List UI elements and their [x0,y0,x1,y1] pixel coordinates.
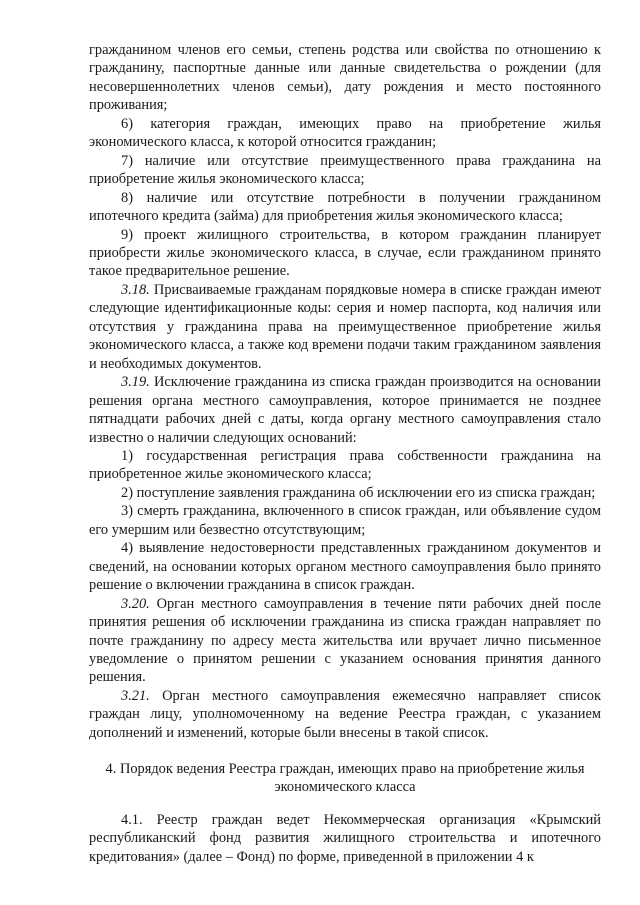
document-body [89,41,601,742]
paragraph-continuation: гражданином членов его семьи, степень родства или свойства по отношению к гражданину, паспортные данные или данные свидетельства о рождении (для несовершеннолетних членов семьи), дату рождения и место постоянного проживания; [89,42,601,114]
section-3-19 [89,373,601,447]
section-number: 3.20. [121,595,150,612]
list-item-6: 6) категория граждан, имеющих право на приобретение жилья экономического класса, к которой относится гражданин; [89,115,601,151]
section-text: Орган местного самоуправления ежемесячно направляет список граждан лицу, уполномоченному на ведение Реестра граждан, с указанием дополнений и изменений, которые были внесены в такой список. [89,687,601,741]
section-number: 3.18. [121,281,150,298]
section-4-body [89,811,601,866]
ground-item-1: 1) государственная регистрация права собственности гражданина на приобретенное жилье экономического класса; [89,447,601,483]
section-3-21 [89,687,601,742]
section-text: Присваиваемые гражданам порядковые номера в списке граждан имеют следующие идентификационные коды: серия и номер паспорта, код наличия или отсутствия у гражданина права на преимущественное приобретение жилья экономического класса, а также код времени подачи таким гражданином заявления и необходимых документов. [89,281,601,372]
section-3-18 [89,281,601,373]
list-item-8: 8) наличие или отсутствие потребности в получении гражданином ипотечного кредита (займа) для приобретения жилья экономического класса; [89,189,601,225]
section-text: Орган местного самоуправления в течение пяти рабочих дней после принятия решения об исключении гражданина из списка граждан направляет по почте гражданину по адресу места жительства или вручает лично письменное уведомление о принятом решении с указанием основания принятия данного решения. [89,595,601,686]
paragraph-4-1: 4.1. Реестр граждан ведет Некоммерческая организация «Крымский республиканский фонд развития жилищного строительства и ипотечного кредитования» (далее – Фонд) по форме, приведенной в приложении 4 к [89,812,601,865]
ground-item-2: 2) поступление заявления гражданина об исключении его из списка граждан; [121,484,596,501]
section-number: 3.19. [121,374,150,391]
section-number: 3.21. [121,687,150,704]
ground-item-4: 4) выявление недостоверности представленных гражданином документов и сведений, на основании которых органом местного самоуправления было принято решение о включении гражданина в список граждан. [89,540,601,594]
section-4-heading: 4. Порядок ведения Реестра граждан, имеющих право на приобретение жилья экономического класса [105,761,585,796]
list-item-9: 9) проект жилищного строительства, в котором гражданин планирует приобрести жилье экономического класса, в случае, если гражданином принято такое предварительное решение. [89,226,601,280]
list-item-7: 7) наличие или отсутствие преимущественного права гражданина на приобретение жилья экономического класса; [89,152,601,188]
ground-item-3: 3) смерть гражданина, включенного в список граждан, или объявление судом его умершим или безвестно отсутствующим; [89,503,601,538]
section-text: Исключение гражданина из списка граждан производится на основании решения органа местного самоуправления, которое принимается не позднее пятнадцати рабочих дней с даты, когда органу местного самоуправления стало известно о наличии следующих оснований: [89,374,601,446]
section-3-20 [89,595,601,687]
